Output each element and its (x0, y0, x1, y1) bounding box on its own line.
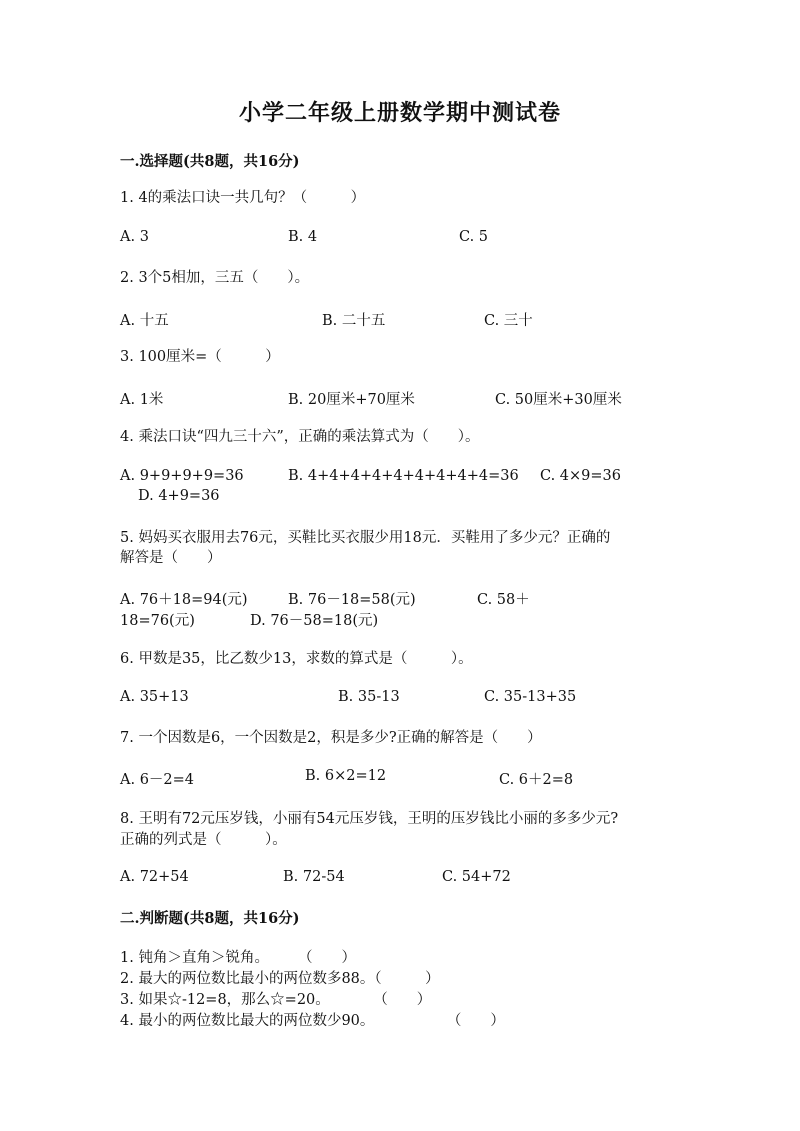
section-heading-judgement: 二.判断题(共8题，共16分) (120, 910, 300, 927)
question-8-option-c: C. 54+72 (442, 869, 511, 885)
question-5-line-1: 5. 妈妈买衣服用去76元，买鞋比买衣服少用18元．买鞋用了多少元？正确的 (120, 530, 611, 546)
section-heading-choice: 一.选择题(共8题，共16分) (120, 153, 300, 170)
question-4-option-b: B. 4+4+4+4+4+4+4+4+4=36 (288, 468, 519, 484)
question-5-option-c-continued: 18=76(元) (120, 613, 195, 629)
question-4-option-c: C. 4×9=36 (540, 468, 621, 484)
judgement-2: 2. 最大的两位数比最小的两位数多88。（ ） (120, 971, 440, 987)
question-2-option-a: A. 十五 (120, 313, 169, 329)
judgement-4: 4. 最小的两位数比最大的两位数少90。 （ ） (120, 1013, 505, 1029)
question-6-option-a: A. 35+13 (120, 689, 189, 705)
judgement-3: 3. 如果☆-12=8，那么☆=20。 （ ） (120, 992, 432, 1008)
question-4-option-a: A. 9+9+9+9=36 (120, 468, 244, 484)
question-6-option-b: B. 35-13 (338, 689, 400, 705)
question-8-line-1: 8. 王明有72元压岁钱，小丽有54元压岁钱，王明的压岁钱比小丽的多多少元? (120, 811, 619, 827)
question-3-option-b: B. 20厘米+70厘米 (288, 392, 415, 408)
page-title: 小学二年级上册数学期中测试卷 (238, 100, 561, 126)
question-3: 3. 100厘米=（ ） (120, 349, 280, 365)
question-5-line-2: 解答是（ ） (120, 550, 222, 566)
question-6-option-c: C. 35-13+35 (484, 689, 577, 705)
question-7-option-c: C. 6＋2=8 (499, 772, 574, 788)
question-8-option-b: B. 72-54 (283, 869, 345, 885)
question-3-option-c: C. 50厘米+30厘米 (495, 392, 622, 408)
judgement-1: 1. 钝角＞直角＞锐角。 （ ） (120, 950, 356, 966)
question-8-line-2: 正确的列式是（ ）。 (120, 832, 287, 848)
question-1-option-c: C. 5 (459, 229, 489, 245)
question-2: 2. 3个5相加，三五（ ）。 (120, 270, 310, 286)
question-5-option-d: D. 76－58=18(元) (250, 613, 379, 629)
question-7-option-b: B. 6×2=12 (305, 768, 387, 784)
question-6: 6. 甲数是35，比乙数少13，求数的算式是（ ）。 (120, 651, 473, 667)
question-7-option-a: A. 6－2=4 (120, 772, 195, 788)
question-1-option-b: B. 4 (288, 229, 318, 245)
question-2-option-c: C. 三十 (484, 313, 533, 329)
question-1-option-a: A. 3 (120, 229, 149, 245)
question-5-option-c: C. 58＋ (477, 592, 530, 608)
question-3-option-a: A. 1米 (120, 392, 164, 408)
question-1: 1. 4的乘法口诀一共几句？（ ） (120, 190, 366, 206)
question-2-option-b: B. 二十五 (322, 313, 386, 329)
question-5-option-b: B. 76－18=58(元) (288, 592, 416, 608)
question-7: 7. 一个因数是6，一个因数是2，积是多少?正确的解答是（ ） (120, 730, 542, 746)
question-5-option-a: A. 76＋18=94(元) (120, 592, 248, 608)
question-4: 4. 乘法口诀“四九三十六”，正确的乘法算式为（ ）。 (120, 429, 480, 445)
question-8-option-a: A. 72+54 (120, 869, 189, 885)
question-4-option-d: D. 4+9=36 (138, 488, 220, 504)
